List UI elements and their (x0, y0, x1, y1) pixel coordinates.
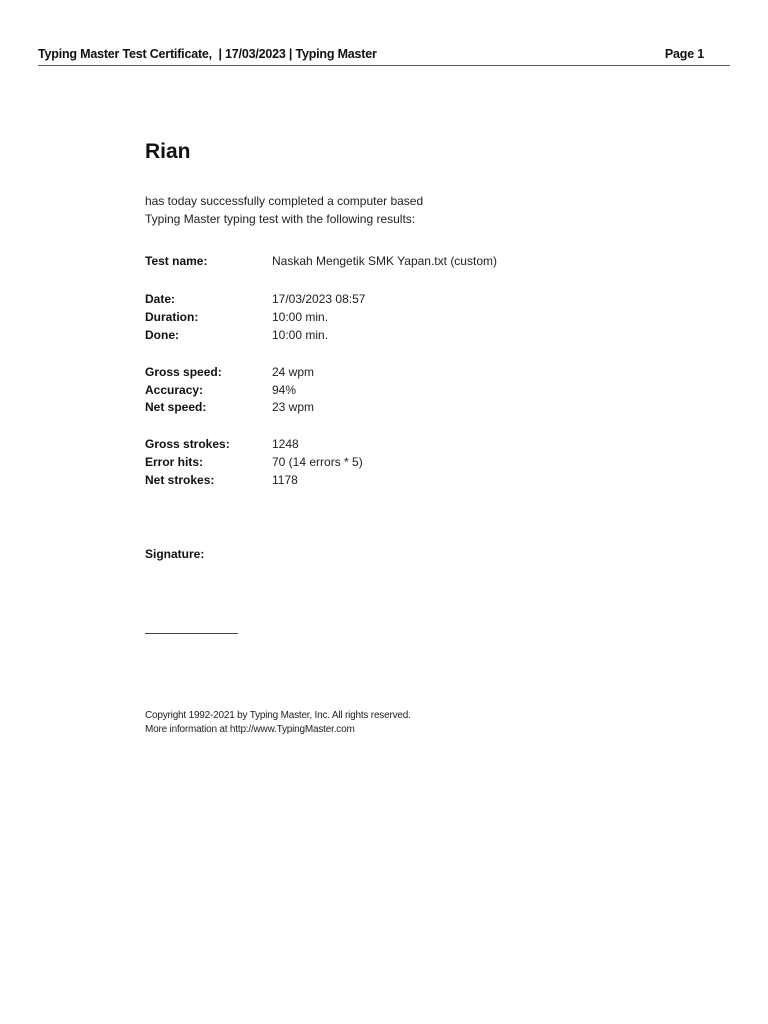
intro-line-1: has today successfully completed a computer based (145, 194, 424, 208)
page-header (38, 45, 730, 66)
result-label: Error hits: (145, 455, 204, 469)
result-label: Date: (145, 292, 176, 306)
result-label: Done: (145, 328, 179, 342)
recipient-name: Rian (145, 140, 191, 163)
result-value: 94% (272, 383, 297, 397)
result-value: 10:00 min. (272, 310, 329, 324)
result-label: Accuracy: (145, 383, 204, 397)
intro-text (145, 192, 423, 228)
result-value: 10:00 min. (272, 328, 329, 342)
footer (145, 709, 411, 737)
signature-label: Signature: (145, 547, 205, 561)
result-value: 1178 (272, 473, 298, 487)
result-label: Test name: (145, 254, 208, 268)
result-label: Duration: (145, 310, 199, 324)
result-value: 1248 (272, 437, 299, 451)
result-value: 23 wpm (272, 400, 315, 414)
result-label: Gross speed: (145, 365, 222, 379)
more-info-text: More information at http://www.TypingMaster.com (145, 724, 355, 735)
result-value: 24 wpm (272, 365, 315, 379)
result-value: Naskah Mengetik SMK Yapan.txt (custom) (272, 254, 497, 268)
result-label: Net strokes: (145, 473, 215, 487)
intro-line-2: Typing Master typing test with the following results: (145, 212, 416, 226)
result-label: Net speed: (145, 400, 207, 414)
result-value: 70 (14 errors * 5) (272, 455, 363, 469)
result-label: Gross strokes: (145, 437, 230, 451)
result-value: 17/03/2023 08:57 (272, 292, 366, 306)
page-number: Page 1 (664, 47, 704, 61)
header-title: Typing Master Test Certificate, | 17/03/2023 | Typing Master (38, 47, 377, 61)
signature-line (145, 633, 238, 634)
copyright-text: Copyright 1992-2021 by Typing Master, Inc. All rights reserved. (145, 710, 411, 721)
